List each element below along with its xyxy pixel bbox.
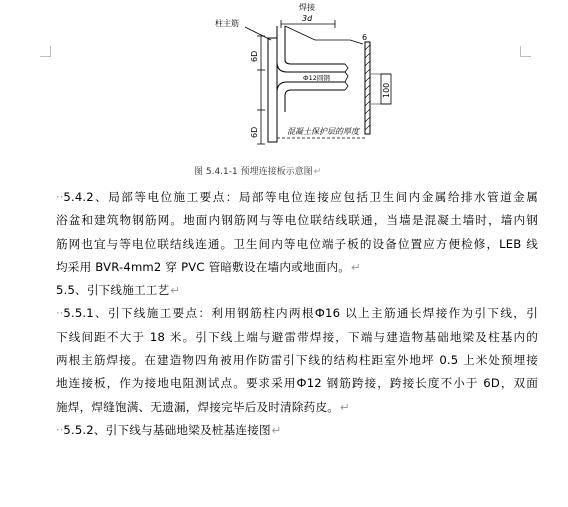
paragraph-5-5-1-line-2 bbox=[56, 326, 538, 349]
column-rebar-shape bbox=[268, 38, 277, 142]
bent-rebar-lower-inner bbox=[285, 90, 345, 100]
column-rebar-label: 柱主筋 bbox=[215, 19, 239, 28]
rebar-label: Ф12圆钢 bbox=[303, 74, 330, 82]
top-6d-label: 6D bbox=[250, 50, 259, 62]
bent-rebar-inner bbox=[285, 26, 345, 64]
line-text: 地连接板，作为接地电阻测试点。要求采用Ф12 钢筋跨接，跨接长度不小于 6D，双面 bbox=[56, 376, 538, 391]
paragraph-mark: ↵ bbox=[170, 283, 181, 298]
document-body bbox=[56, 186, 538, 442]
paragraph-5-5-1-line-1: ··5.5.1、引下线施工要点：利用钢筋柱内两根Ф16 以上主筋通长焊接作为引下线，引 bbox=[56, 306, 538, 321]
paragraph-5-4-2-line-3 bbox=[56, 233, 538, 256]
line-text: 浴盆和建筑物钢筋网。地面内钢筋网与等电位联结线联通，当墙是混凝土墙时，墙内钢 bbox=[56, 213, 538, 228]
paragraph-5-5-2-line-1: ··5.5.2、引下线与基础地梁及桩基连接图↵ bbox=[56, 422, 282, 437]
line-text: 5.4.2、局部等电位施工要点：局部等电位连接应包括卫生间内金属给排水管道金属 bbox=[63, 190, 538, 204]
section-heading-5-5 bbox=[56, 279, 538, 302]
paragraph-5-4-2-line-4 bbox=[56, 256, 538, 279]
paragraph-mark: ↵ bbox=[313, 167, 322, 177]
connection-plate-figure bbox=[195, 0, 445, 160]
line-text: 5.5.2、引下线与基础地梁及桩基连接图 bbox=[63, 422, 271, 437]
length-dimension-label: 100 bbox=[382, 82, 391, 98]
weld-zigzag bbox=[345, 64, 348, 90]
paragraph-5-5-1-line-5 bbox=[56, 396, 538, 419]
page-corner-mark-right bbox=[520, 46, 531, 57]
line-text: 均采用 BVR-4mm2 穿 PVC 管暗敷设在墙内或地面内。 bbox=[56, 259, 351, 274]
column-rebar-leader bbox=[245, 27, 271, 40]
line-text: 5.5.1、引下线施工要点：利用钢筋柱内两根Ф16 以上主筋通长焊接作为引下线，引 bbox=[63, 306, 538, 321]
page-corner-mark-left bbox=[40, 46, 51, 57]
connection-plate-drawing bbox=[195, 0, 445, 160]
paragraph-5-5-1-line-4 bbox=[56, 372, 538, 395]
line-text: 两根主筋焊接。在建造物四角被用作防雷引下线的结构柱距室外地坪 0.5 上米处预埋接 bbox=[56, 353, 538, 368]
paragraph-5-5-1-line-3 bbox=[56, 349, 538, 372]
weld-label: 焊接 bbox=[299, 3, 315, 12]
bent-rebar-outer bbox=[277, 26, 345, 72]
bottom-6d-label: 6D bbox=[250, 126, 259, 138]
line-text: 下线间距不大于 18 米。引下线上端与避雷带焊接，下端与建造物基础地梁及柱基内的 bbox=[56, 329, 538, 344]
weld-leg-diagonal bbox=[285, 26, 315, 40]
paragraph-5-4-2-line-1: ··5.4.2、局部等电位施工要点：局部等电位连接应包括卫生间内金属给排水管道金属 bbox=[56, 190, 538, 204]
paragraph-mark: ↵ bbox=[271, 422, 282, 437]
paragraph-5-4-2-line-2 bbox=[56, 209, 538, 232]
line-text: 施焊，焊缝饱满、无遗漏，焊接完毕后及时清除药皮。 bbox=[56, 399, 340, 414]
figure-caption-text: 图 5.4.1-1 预埋连接板示意图 bbox=[194, 167, 313, 177]
paragraph-mark: ↵ bbox=[340, 399, 350, 414]
plate-thickness-label: 6 bbox=[362, 33, 368, 42]
line-text: 筋网也宜与等电位联结线连通。卫生间内等电位端子板的设备位置应方便检修，LEB 线 bbox=[56, 236, 538, 251]
weld-length-label: 3d bbox=[302, 14, 313, 23]
heading-text: 5.5、引下线施工工艺 bbox=[56, 283, 170, 298]
figure-caption bbox=[194, 164, 321, 177]
paragraph-mark: ↵ bbox=[351, 259, 362, 274]
concrete-cover-label: 混凝土保护层的厚度 bbox=[287, 127, 359, 136]
